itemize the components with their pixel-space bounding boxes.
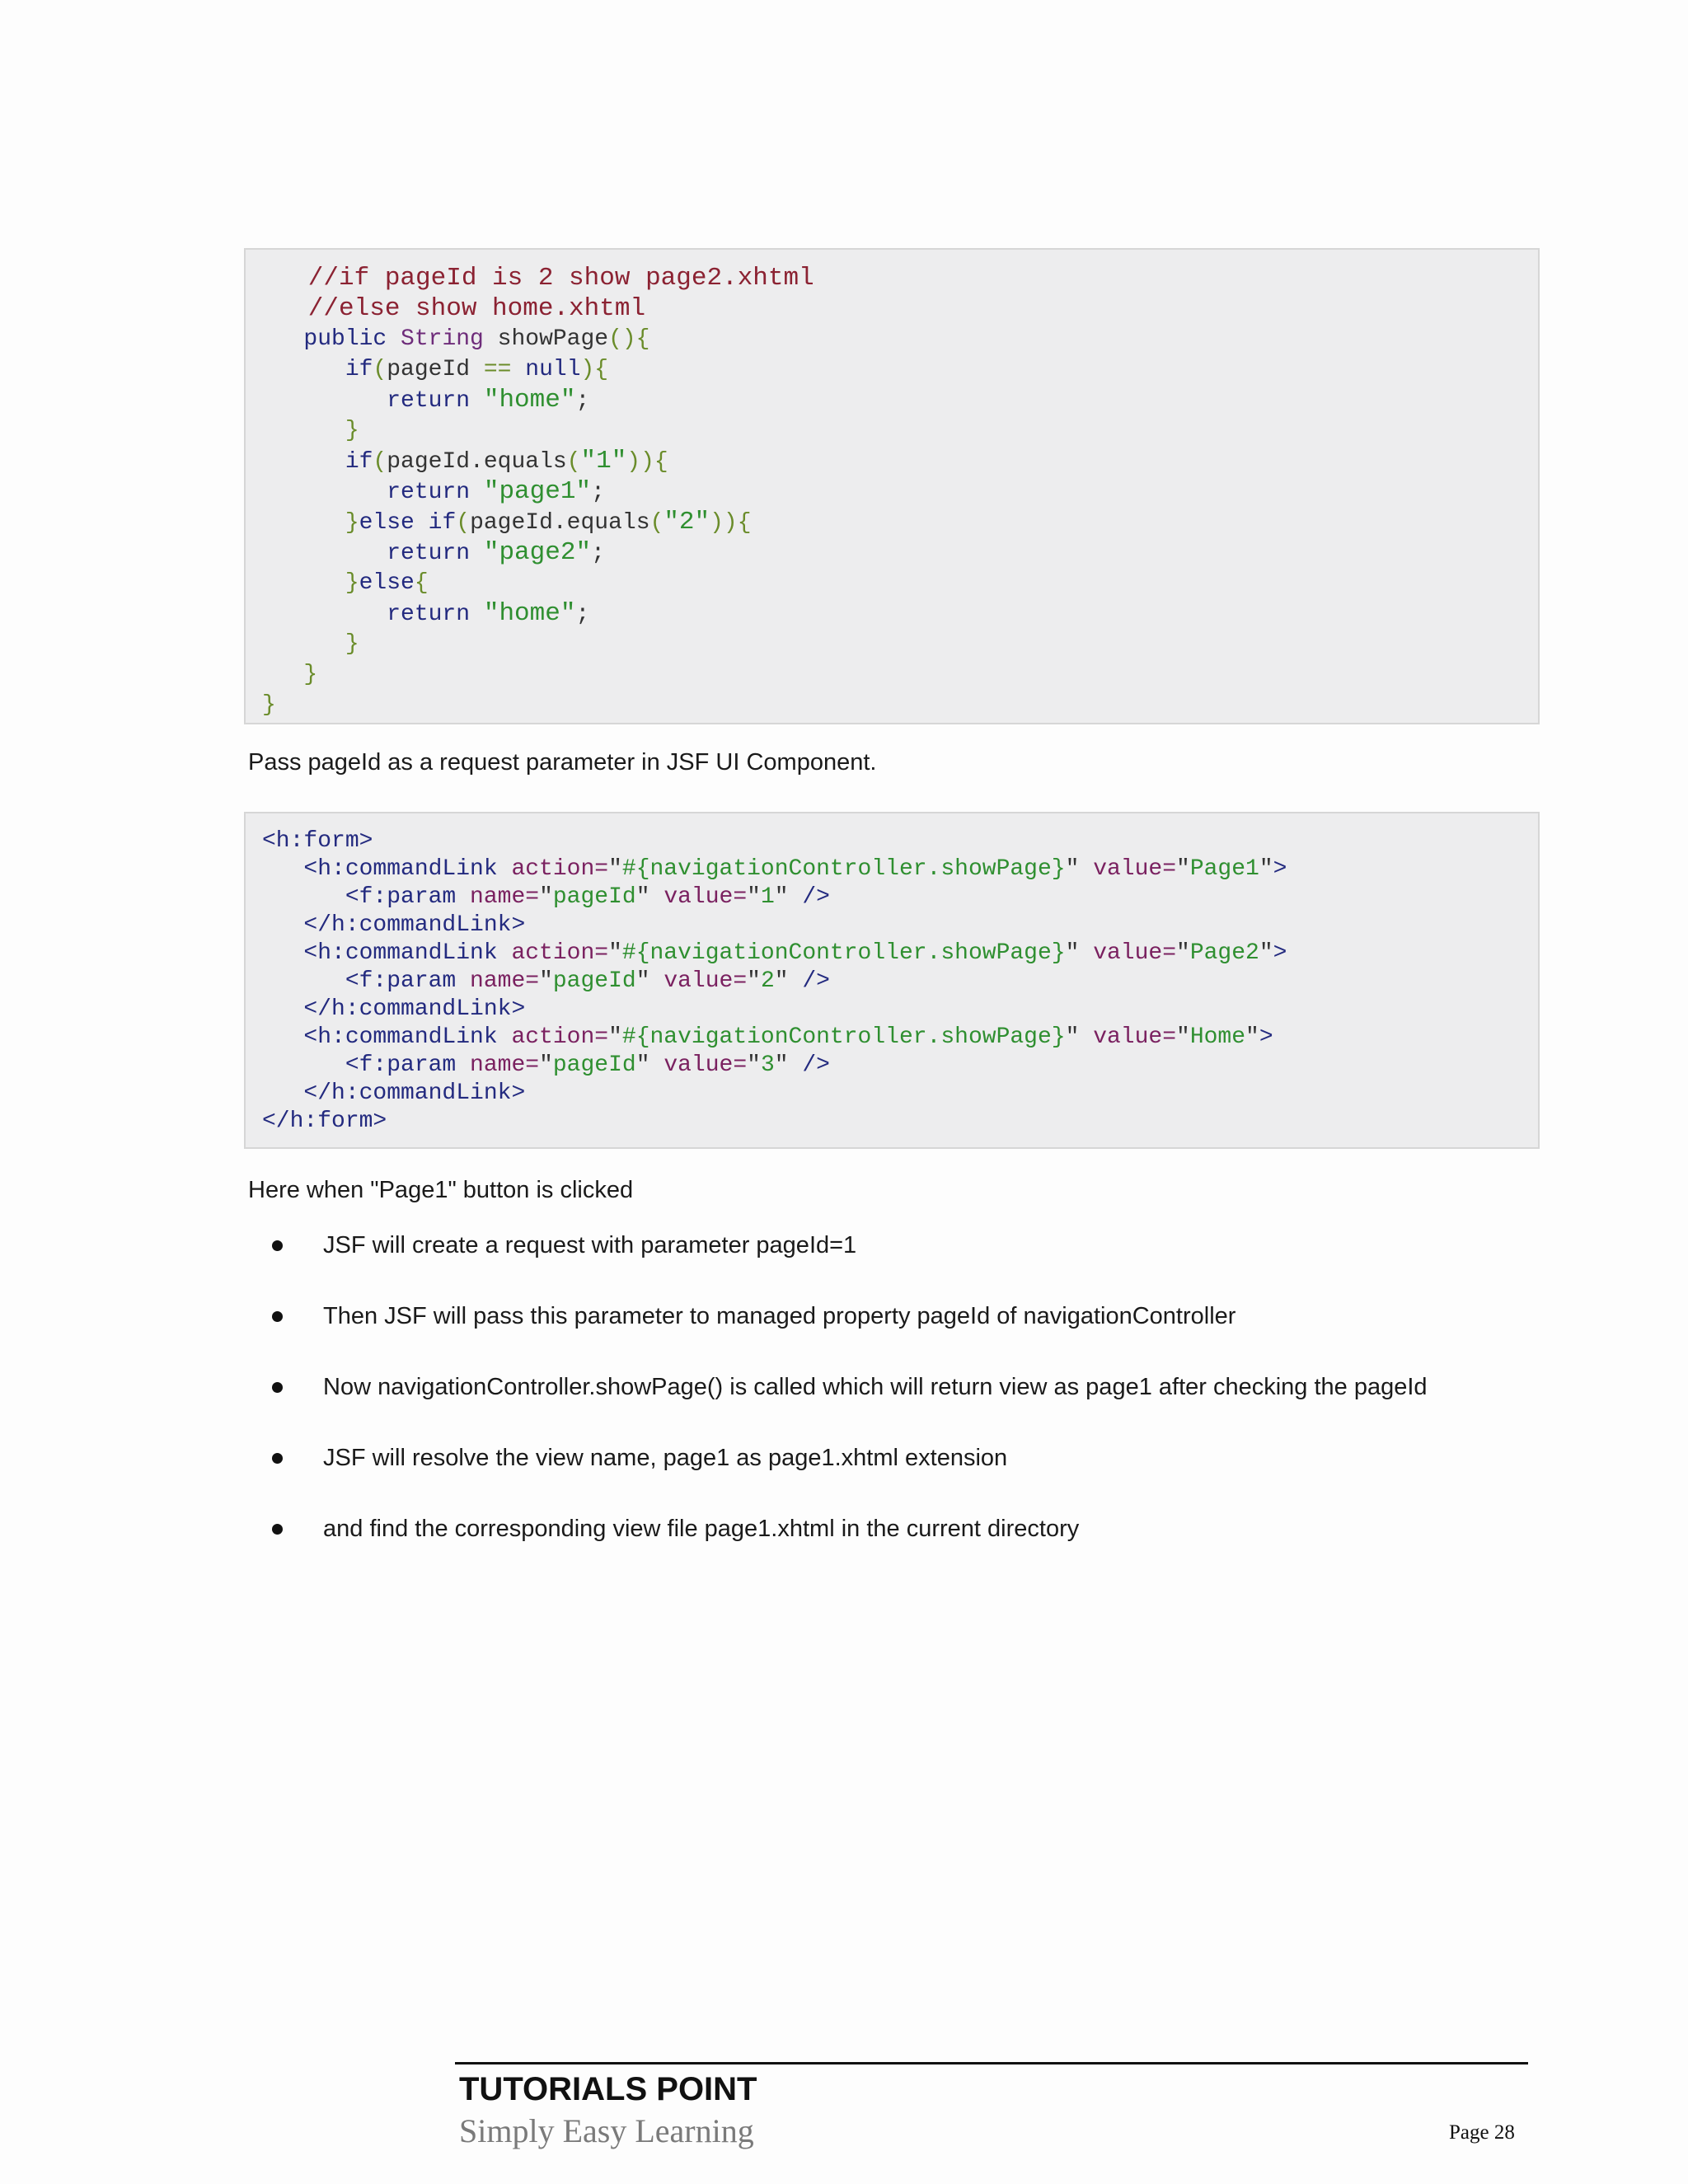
code-token: //else show home.xhtml bbox=[262, 294, 646, 323]
code-line bbox=[262, 690, 1538, 720]
code-token: "1" bbox=[580, 447, 627, 476]
page-number: Page 28 bbox=[1449, 2121, 1515, 2144]
code-token: > bbox=[1259, 1024, 1273, 1050]
code-token: <f:param bbox=[262, 968, 471, 994]
code-token: > bbox=[1273, 856, 1287, 882]
code-token: ; bbox=[591, 480, 605, 505]
code-token: )){ bbox=[626, 449, 668, 475]
code-token: " bbox=[1065, 1024, 1094, 1050]
code-token: <h:commandLink bbox=[262, 940, 512, 966]
footer-tagline: Simply Easy Learning bbox=[459, 2112, 754, 2149]
code-line bbox=[262, 598, 1538, 629]
code-token: pageId bbox=[552, 1052, 636, 1078]
code-token: value= bbox=[1093, 940, 1177, 966]
code-token: " bbox=[774, 968, 803, 994]
code-token: " bbox=[1245, 1024, 1259, 1050]
code-token: " bbox=[747, 884, 761, 910]
code-token: " bbox=[635, 968, 664, 994]
code-line bbox=[262, 415, 1538, 446]
code-token: " bbox=[539, 968, 553, 994]
code-token: 1 bbox=[760, 884, 775, 910]
code-token: value= bbox=[1093, 1024, 1177, 1050]
code-token: </h:commandLink> bbox=[262, 996, 526, 1022]
code-token: /> bbox=[802, 884, 830, 910]
code-token: ( bbox=[373, 449, 387, 475]
paragraph-pass-pageid: Pass pageId as a request parameter in JSF UI Component. bbox=[248, 749, 877, 776]
code-token: </h:commandLink> bbox=[262, 912, 526, 938]
code-token: public bbox=[262, 326, 401, 352]
code-token: > bbox=[1273, 940, 1287, 966]
code-token: showPage bbox=[497, 326, 609, 352]
code-token: return bbox=[262, 388, 484, 414]
list-item-text: Then JSF will pass this parameter to managed property pageId of navigationController bbox=[323, 1303, 1236, 1329]
code-token: "page1" bbox=[483, 477, 592, 506]
code-token: name= bbox=[470, 968, 540, 994]
code-token: "2" bbox=[663, 508, 710, 537]
code-token: Page1 bbox=[1189, 856, 1259, 882]
code-token: value= bbox=[663, 1052, 748, 1078]
code-token: " bbox=[539, 884, 553, 910]
code-token: " bbox=[1176, 856, 1190, 882]
code-block-java bbox=[244, 248, 1540, 724]
code-token: " bbox=[774, 1052, 803, 1078]
code-line bbox=[262, 324, 1538, 354]
code-token: return bbox=[262, 602, 484, 627]
code-line bbox=[262, 1024, 1538, 1052]
code-line bbox=[262, 446, 1538, 476]
code-token: return bbox=[262, 480, 484, 505]
code-token: " bbox=[608, 940, 622, 966]
code-token: else if bbox=[359, 510, 457, 536]
code-token: 3 bbox=[760, 1052, 775, 1078]
code-token: ; bbox=[575, 602, 590, 627]
code-token: pageId bbox=[552, 968, 636, 994]
code-token: action= bbox=[511, 940, 609, 966]
code-token: ( bbox=[373, 357, 387, 382]
footer-divider bbox=[455, 2062, 1528, 2064]
code-token: name= bbox=[470, 884, 540, 910]
code-line bbox=[262, 1052, 1538, 1080]
code-token: #{navigationController.showPage} bbox=[621, 1024, 1066, 1050]
code-token: " bbox=[1259, 856, 1273, 882]
code-line bbox=[262, 1080, 1538, 1108]
code-token: )){ bbox=[710, 510, 752, 536]
code-token: { bbox=[414, 570, 429, 596]
code-token: null bbox=[525, 357, 581, 382]
code-token: value= bbox=[663, 884, 748, 910]
code-token: == bbox=[483, 357, 526, 382]
code-token: Page2 bbox=[1189, 940, 1259, 966]
code-line bbox=[262, 996, 1538, 1024]
code-token: ( bbox=[456, 510, 471, 536]
code-line bbox=[262, 883, 1538, 912]
code-token: " bbox=[608, 856, 622, 882]
code-token: <h:form> bbox=[262, 828, 373, 854]
code-line bbox=[262, 537, 1538, 568]
code-line bbox=[262, 827, 1538, 855]
code-line bbox=[262, 629, 1538, 659]
code-block-xhtml bbox=[244, 812, 1540, 1149]
code-token: ){ bbox=[580, 357, 609, 382]
code-token: " bbox=[1176, 1024, 1190, 1050]
code-token: ; bbox=[575, 388, 590, 414]
code-token: " bbox=[1259, 940, 1273, 966]
code-token: #{navigationController.showPage} bbox=[621, 940, 1066, 966]
code-token: </h:commandLink> bbox=[262, 1080, 526, 1106]
code-token: } bbox=[262, 662, 318, 687]
list-item-text: Now navigationController.showPage() is called which will return view as page1 after checking the pageId bbox=[323, 1374, 1428, 1400]
code-token: </h:form> bbox=[262, 1108, 387, 1134]
code-token: /> bbox=[802, 968, 830, 994]
code-token: " bbox=[1065, 856, 1094, 882]
code-token: " bbox=[747, 968, 761, 994]
code-token: " bbox=[1176, 940, 1190, 966]
code-token: " bbox=[635, 884, 664, 910]
code-line bbox=[262, 855, 1538, 883]
code-line bbox=[262, 968, 1538, 996]
bullet-icon bbox=[272, 1453, 283, 1464]
code-token: " bbox=[1065, 940, 1094, 966]
code-token: ; bbox=[591, 541, 605, 566]
code-token: "home" bbox=[483, 386, 576, 415]
code-token: ( bbox=[566, 449, 581, 475]
bullet-icon bbox=[272, 1382, 283, 1393]
code-line bbox=[262, 476, 1538, 507]
code-line bbox=[262, 507, 1538, 537]
code-token: <f:param bbox=[262, 1052, 471, 1078]
code-token: " bbox=[774, 884, 803, 910]
code-token: value= bbox=[1093, 856, 1177, 882]
code-line bbox=[262, 263, 1538, 293]
list-item-text: JSF will create a request with parameter pageId=1 bbox=[323, 1232, 857, 1258]
code-token: } bbox=[262, 570, 359, 596]
code-token: pageId.equals bbox=[387, 449, 567, 475]
code-line bbox=[262, 912, 1538, 940]
code-token: //if pageId is 2 show page2.xhtml bbox=[262, 264, 814, 293]
code-token: action= bbox=[511, 856, 609, 882]
code-line bbox=[262, 1108, 1538, 1136]
code-token: pageId.equals bbox=[470, 510, 650, 536]
code-line bbox=[262, 659, 1538, 690]
code-token: (){ bbox=[608, 326, 650, 352]
code-token: } bbox=[262, 692, 276, 718]
code-token: <f:param bbox=[262, 884, 471, 910]
code-line bbox=[262, 385, 1538, 415]
code-token: " bbox=[539, 1052, 553, 1078]
code-line bbox=[262, 568, 1538, 598]
code-token: if bbox=[262, 449, 373, 475]
code-token: Home bbox=[1189, 1024, 1246, 1050]
code-token: <h:commandLink bbox=[262, 1024, 512, 1050]
code-token: #{navigationController.showPage} bbox=[621, 856, 1066, 882]
code-token: else bbox=[359, 570, 415, 596]
code-token: "page2" bbox=[483, 538, 592, 567]
bullet-icon bbox=[272, 1311, 283, 1322]
code-token: name= bbox=[470, 1052, 540, 1078]
footer-brand: TUTORIALS POINT bbox=[459, 2071, 757, 2107]
code-token: " bbox=[747, 1052, 761, 1078]
code-token: } bbox=[262, 631, 359, 657]
code-token: <h:commandLink bbox=[262, 856, 512, 882]
bullet-icon bbox=[272, 1240, 283, 1251]
code-token: pageId bbox=[387, 357, 484, 382]
code-line bbox=[262, 940, 1538, 968]
code-token: /> bbox=[802, 1052, 830, 1078]
code-token: " bbox=[608, 1024, 622, 1050]
code-line bbox=[262, 293, 1538, 324]
list-item-text: JSF will resolve the view name, page1 as page1.xhtml extension bbox=[323, 1445, 1008, 1471]
code-token: action= bbox=[511, 1024, 609, 1050]
code-line bbox=[262, 354, 1538, 385]
bullet-icon bbox=[272, 1524, 283, 1535]
code-token: "home" bbox=[483, 599, 576, 628]
code-token: pageId bbox=[552, 884, 636, 910]
code-token: } bbox=[262, 510, 359, 536]
code-token: 2 bbox=[760, 968, 775, 994]
code-token: if bbox=[262, 357, 373, 382]
code-token: } bbox=[262, 418, 359, 443]
code-token: String bbox=[401, 326, 498, 352]
code-token: value= bbox=[663, 968, 748, 994]
code-token: " bbox=[635, 1052, 664, 1078]
code-token: return bbox=[262, 541, 484, 566]
list-item-text: and find the corresponding view file page1.xhtml in the current directory bbox=[323, 1516, 1080, 1542]
paragraph-page1-clicked: Here when "Page1" button is clicked bbox=[248, 1177, 634, 1203]
code-token: ( bbox=[649, 510, 664, 536]
